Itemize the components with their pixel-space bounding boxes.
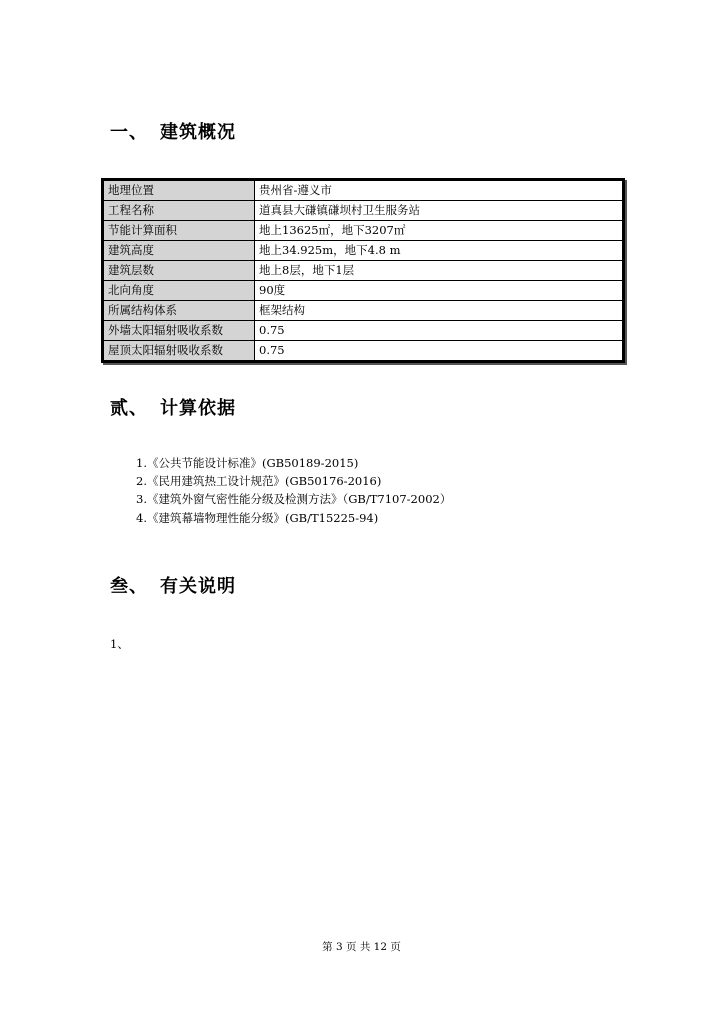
table-row (104, 181, 623, 201)
table-row (104, 221, 623, 241)
row-value: 0.75 (255, 341, 623, 361)
row-key: 建筑高度 (104, 241, 255, 261)
table-row (104, 321, 623, 341)
row-value: 贵州省-遵义市 (255, 181, 623, 201)
row-key: 所属结构体系 (104, 301, 255, 321)
reference-item: 4.《建筑幕墙物理性能分级》(GB/T15225-94) (136, 511, 379, 525)
section-title: 有关说明 (160, 576, 236, 597)
section-number: 一、 (110, 122, 148, 143)
section-heading-overview (110, 118, 236, 144)
row-value: 0.75 (255, 321, 623, 341)
row-key: 地理位置 (104, 181, 255, 201)
row-value: 道真县大磏镇磏坝村卫生服务站 (255, 201, 623, 221)
row-value: 地上13625㎡，地下3207㎡ (255, 221, 623, 241)
building-overview-table (101, 178, 625, 363)
row-key: 工程名称 (104, 201, 255, 221)
table-row (104, 241, 623, 261)
reference-item: 3.《建筑外窗气密性能分级及检测方法》（GB/T7107-2002） (136, 492, 452, 506)
section-title: 计算依据 (160, 398, 236, 419)
row-key: 节能计算面积 (104, 221, 255, 241)
page-footer: 第 3 页 共 12 页 (322, 941, 401, 953)
reference-item: 1.《公共节能设计标准》(GB50189-2015) (136, 456, 359, 470)
section-heading-basis (110, 394, 236, 420)
note-item: 1、 (110, 637, 129, 651)
row-key: 屋顶太阳辐射吸收系数 (104, 341, 255, 361)
table-row (104, 281, 623, 301)
row-value: 地上8层，地下1层 (255, 261, 623, 281)
table-row (104, 201, 623, 221)
section-title: 建筑概况 (160, 122, 236, 143)
row-key: 北向角度 (104, 281, 255, 301)
section-number: 贰、 (110, 398, 148, 419)
section-number: 叁、 (110, 576, 148, 597)
row-value: 90度 (255, 281, 623, 301)
row-key: 建筑层数 (104, 261, 255, 281)
reference-item: 2.《民用建筑热工设计规范》(GB50176-2016) (136, 474, 382, 488)
section-heading-notes (110, 572, 236, 598)
row-key: 外墙太阳辐射吸收系数 (104, 321, 255, 341)
row-value: 地上34.925m，地下4.8 m (255, 241, 623, 261)
table-row (104, 301, 623, 321)
row-value: 框架结构 (255, 301, 623, 321)
table-row (104, 341, 623, 361)
table-row (104, 261, 623, 281)
